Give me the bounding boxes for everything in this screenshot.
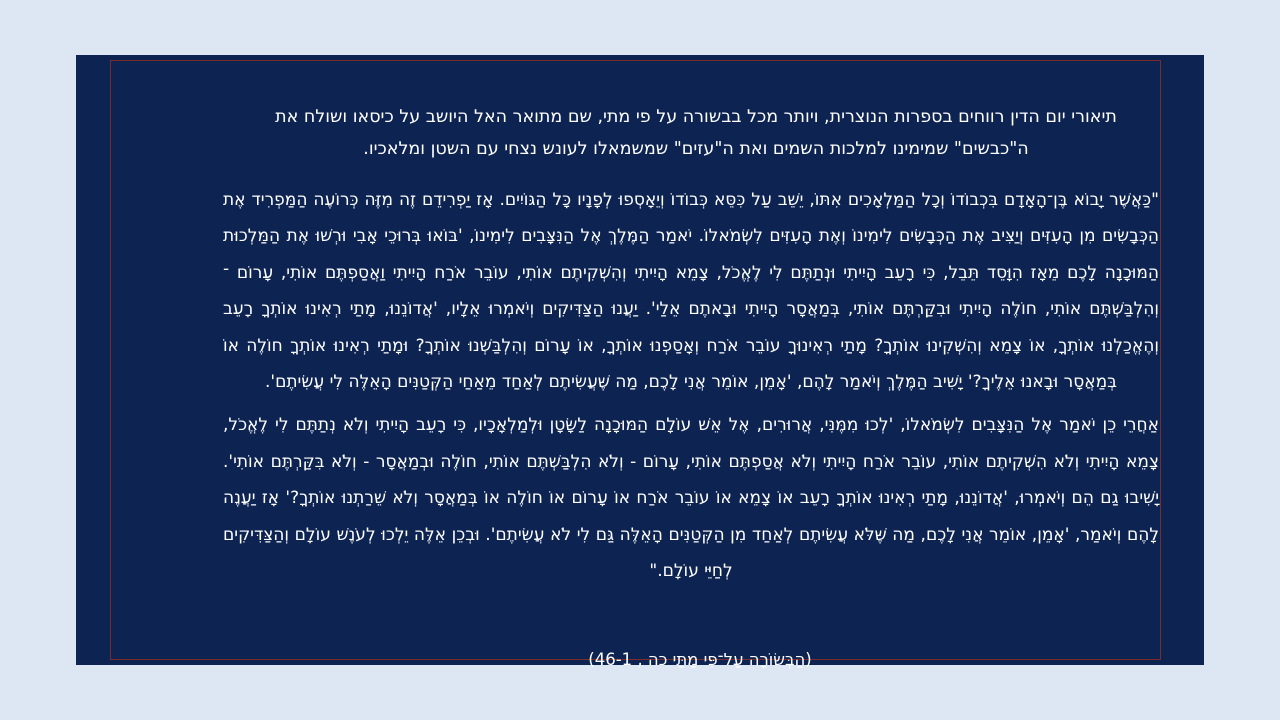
slide-content-frame (110, 60, 1161, 669)
paragraph-spacer (221, 172, 1161, 182)
quote-paragraph-second: אַחֲרֵי כֵן יֹאמַר אֶל הַנִּצָּבִים לִשְׂמֹאלוֹ, 'לְכוּ מִמֶּנִּי, אֲרוּרִים, אֶל אֵשׁ עוֹלָם הַמּוּכָנָה לַשָּׂטָן וּלְמַלְאָכָיו, כִּי רָעֵב הָיִיתִי וְלֹא נְתַתֶּם לִי לֶאֱכֹל, צָמֵא הָיִיתִי וְלֹא הִשְׁקִיתֶם אוֹתִי, עוֹבֵר אֹרַח הָיִיתִי וְלֹא אֲסַפְתֶּם אוֹתִי, עָרוֹם - וְלֹא הִלְבַּשְׁתֶּם אוֹתִי, חוֹלֶה וּבְמַאֲסָר - וְלֹא בִּקַּרְתֶּם אוֹתִי'. יָשִׁיבוּ גַם הֵם וְיֹאמְרוּ, 'אֲדוֹנֵנוּ, מָתַי רְאִינוּ אוֹתְךָ רָעֵב אוֹ צָמֵא אוֹ עוֹבֵר אֹרַח אוֹ עָרוֹם אוֹ חוֹלֶה אוֹ בְּמַאֲסָר וְלֹא שֵׁרַתְנוּ אוֹתְךָ?' אָז יַעֲנֶה לָהֶם וְיֹאמַר, 'אָמֵן, אוֹמֵר אֲנִי לָכֶם, מַה שֶּׁלֹּא עֲשִׂיתֶם לְאַחַד מִן הַקְּטַנִּים הָאֵלֶּה גַּם לִי לֹא עֲשִׂיתֶם'. וּבְכֵן אֵלֶּה יֵלְכוּ לְעֹנֶשׁ עוֹלָם וְהַצַּדִּיקִים לְחַיֵּי עוֹלָם." (223, 415, 1159, 582)
intro-paragraph: תיאורי יום הדין רווחים בספרות הנוצרית, ויותר מכל בבשורה על פי מתי, שם מתואר האל היושב על כיסאו ושולח את ה"כבשים" שמימינו למלכות השמים ואת ה"עזים" שמשמאלו לעונש נצחי עם השטן ומלאכיו. (275, 107, 1117, 160)
source-citation: (הַבְּשׂוֹרָה עַל־פִּי מַתַּי כה , 46-1) (588, 649, 812, 669)
slide-text-body (221, 101, 1161, 685)
slide-background (76, 55, 1204, 669)
quote-paragraph-first: "כַּאֲשֶׁר יָבוֹא בֶּן־הָאָדָם בִּכְבוֹדוֹ וְכָל הַמַּלְאָכִים אִתּוֹ, יֵשֵׁב עַל כִּסֵּא כְּבוֹדוֹ וְיֵאָסְפוּ לְפָנָיו כָּל הַגּוֹיִים. אָז יַפְרִידֵם זֶה מִזֶּה כְּרוֹעֶה הַמַּפְרִיד אֶת הַכְּבָשִׂים מִן הָעִזִּים וְיַצִּיב אֶת הַכְּבָשִׂים לִימִינוֹ וְאֶת הָעִזִּים לִשְׂמֹאלוֹ. יֹאמַר הַמֶּלֶךְ אֶל הַנִּצָּבִים לִימִינוֹ, 'בּוֹאוּ בְּרוּכֵי אָבִי וּרְשׁוּ אֶת הַמַּלְכוּת הַמּוּכָנָה לָכֶם מֵאָז הִוָּסֵד תֵּבֵל, כִּי רָעֵב הָיִיתִי וּנְתַתֶּם לִי לֶאֱכֹל, צָמֵא הָיִיתִי וְהִשְׁקִיתֶם אוֹתִי, עוֹבֵר אֹרַח הָיִיתִי וַאֲסַפְתֶּם אוֹתִי, עָרוֹם ־וְהִלְבַּשְׁתֶּם אוֹתִי, חוֹלֶה הָיִיתִי וּבִקַּרְתֶּם אוֹתִי, בְּמַאֲסָר הָיִיתִי וּבָאתֶם אֵלַי'. יַעֲנוּ הַצַּדִּיקִים וְיֹאמְרוּ אֵלָיו, 'אֲדוֹנֵנוּ, מָתַי רְאִינוּ אוֹתְךָ רָעֵב וְהֶאֱכַלְנוּ אוֹתְךָ, אוֹ צָמֵא וְהִשְׁקִינוּ אוֹתְךָ? מָתַי רְאִינוּךָ עוֹבֵר אֹרַח וְאָסַפְנוּ אוֹתְךָ, אוֹ עָרוֹם וְהִלְבַּשְׁנוּ אוֹתְךָ? וּמָתַי רְאִינוּ אוֹתְךָ חוֹלֶה אוֹ בְּמַאֲסָר וּבָאנוּ אֵלֶיךָ?' יָשִׁיב הַמֶּלֶךְ וְיֹאמַר לָהֶם, 'אָמֵן, אוֹמֵר אֲנִי לָכֶם, מַה שֶּׁעֲשִׂיתֶם לְאַחַד מֵאַחַי הַקְּטַנִּים הָאֵלֶּה לִי עֲשִׂיתֶם'. (223, 189, 1159, 393)
citation-spacer (221, 596, 1161, 622)
